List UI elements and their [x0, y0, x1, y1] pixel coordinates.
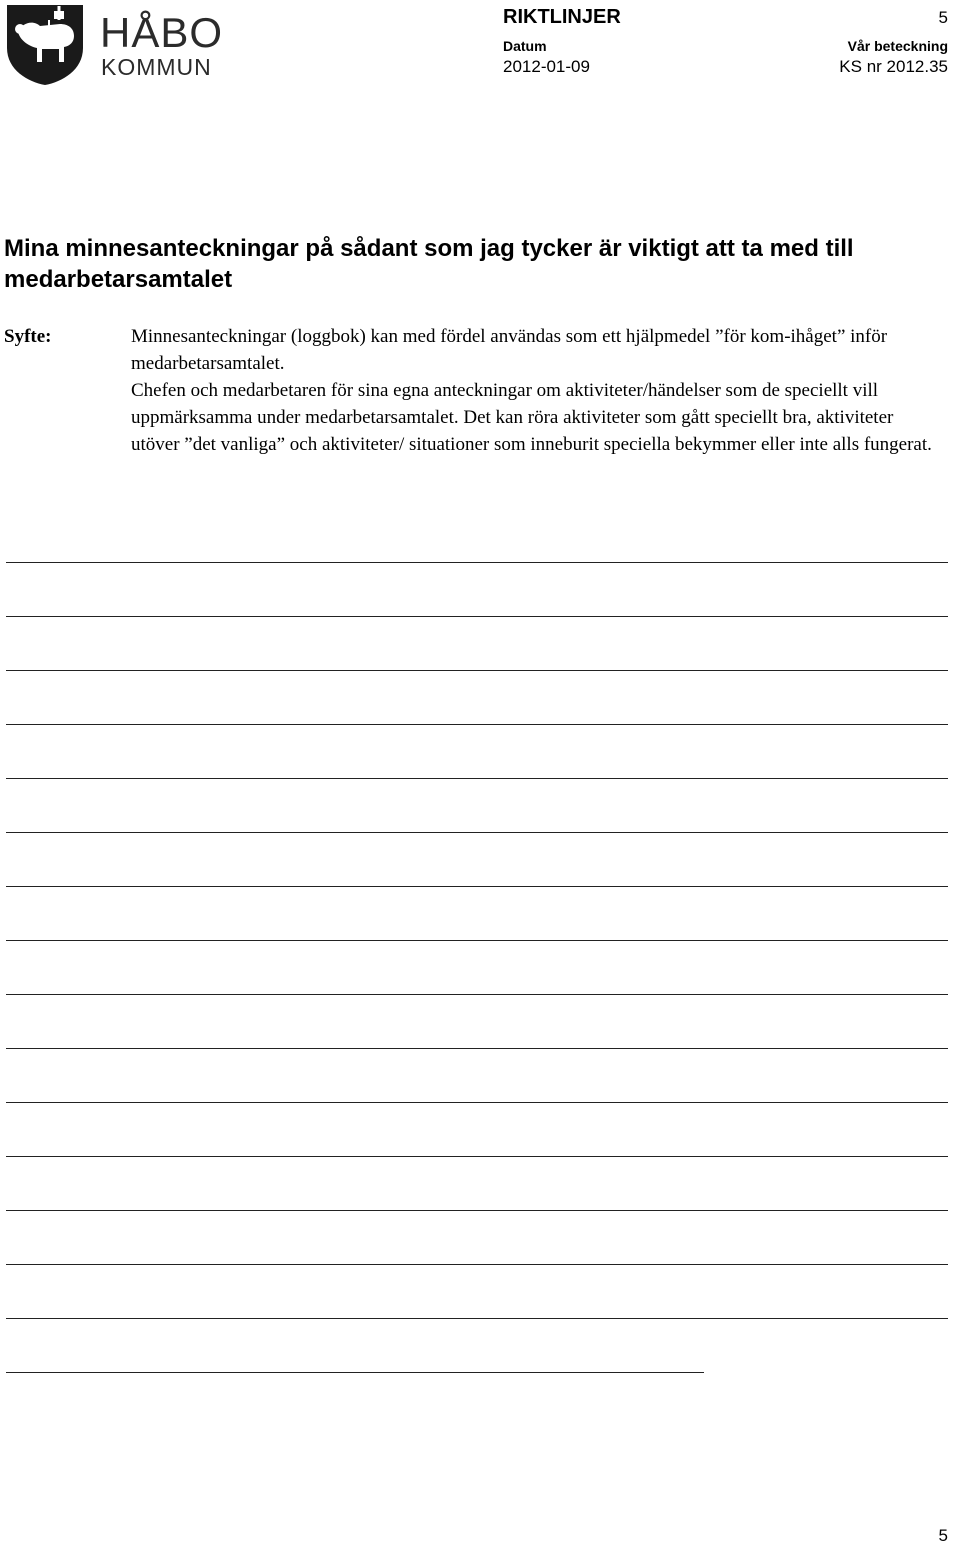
- note-line[interactable]: [6, 1156, 948, 1157]
- purpose-label: Syfte:: [4, 326, 52, 347]
- coat-of-arms-icon: [4, 2, 86, 86]
- note-line[interactable]: [6, 1102, 948, 1103]
- note-line[interactable]: [6, 1372, 704, 1373]
- document-type: RIKTLINJER: [503, 6, 621, 28]
- note-line[interactable]: [6, 832, 948, 833]
- note-line[interactable]: [6, 994, 948, 995]
- note-line[interactable]: [6, 562, 948, 563]
- purpose-paragraph: Chefen och medarbetaren för sina egna anteckningar om aktiviteter/händelser som de speciellt vill uppmärksamma under medarbetarsamtalet. Det kan röra aktiviteter som gått speciellt bra, aktiviteter utöver ”det vanliga” och aktiviteter/ situationer som inneburit speciella bekymmer eller inte alls fungerat.: [131, 380, 932, 455]
- reference-label: Vår beteckning: [847, 38, 948, 54]
- logo-text-kommun: KOMMUN: [101, 54, 212, 80]
- date-value: 2012-01-09: [503, 57, 590, 76]
- reference-value: KS nr 2012.35: [839, 57, 948, 76]
- page-number-bottom: 5: [938, 1526, 948, 1545]
- logo-text-habo: HÅBO: [100, 9, 224, 56]
- date-label: Datum: [503, 38, 547, 54]
- note-line[interactable]: [6, 940, 948, 941]
- note-line[interactable]: [6, 724, 948, 725]
- note-line[interactable]: [6, 1318, 948, 1319]
- note-line[interactable]: [6, 1210, 948, 1211]
- habo-kommun-logo: [4, 2, 232, 88]
- note-line[interactable]: [6, 886, 948, 887]
- note-line[interactable]: [6, 670, 948, 671]
- purpose-paragraph: Minnesanteckningar (loggbok) kan med fördel användas som ett hjälpmedel ”för kom-ihåget” inför medarbetarsamtalet.: [131, 326, 888, 374]
- page-number-top: 5: [938, 8, 948, 27]
- purpose-text: [131, 323, 943, 458]
- note-line[interactable]: [6, 1264, 948, 1265]
- page-title: Mina minnesanteckningar på sådant som jag tycker är viktigt att ta med till medarbetarsamtalet: [4, 235, 854, 293]
- note-line[interactable]: [6, 778, 948, 779]
- note-line[interactable]: [6, 1048, 948, 1049]
- note-line[interactable]: [6, 616, 948, 617]
